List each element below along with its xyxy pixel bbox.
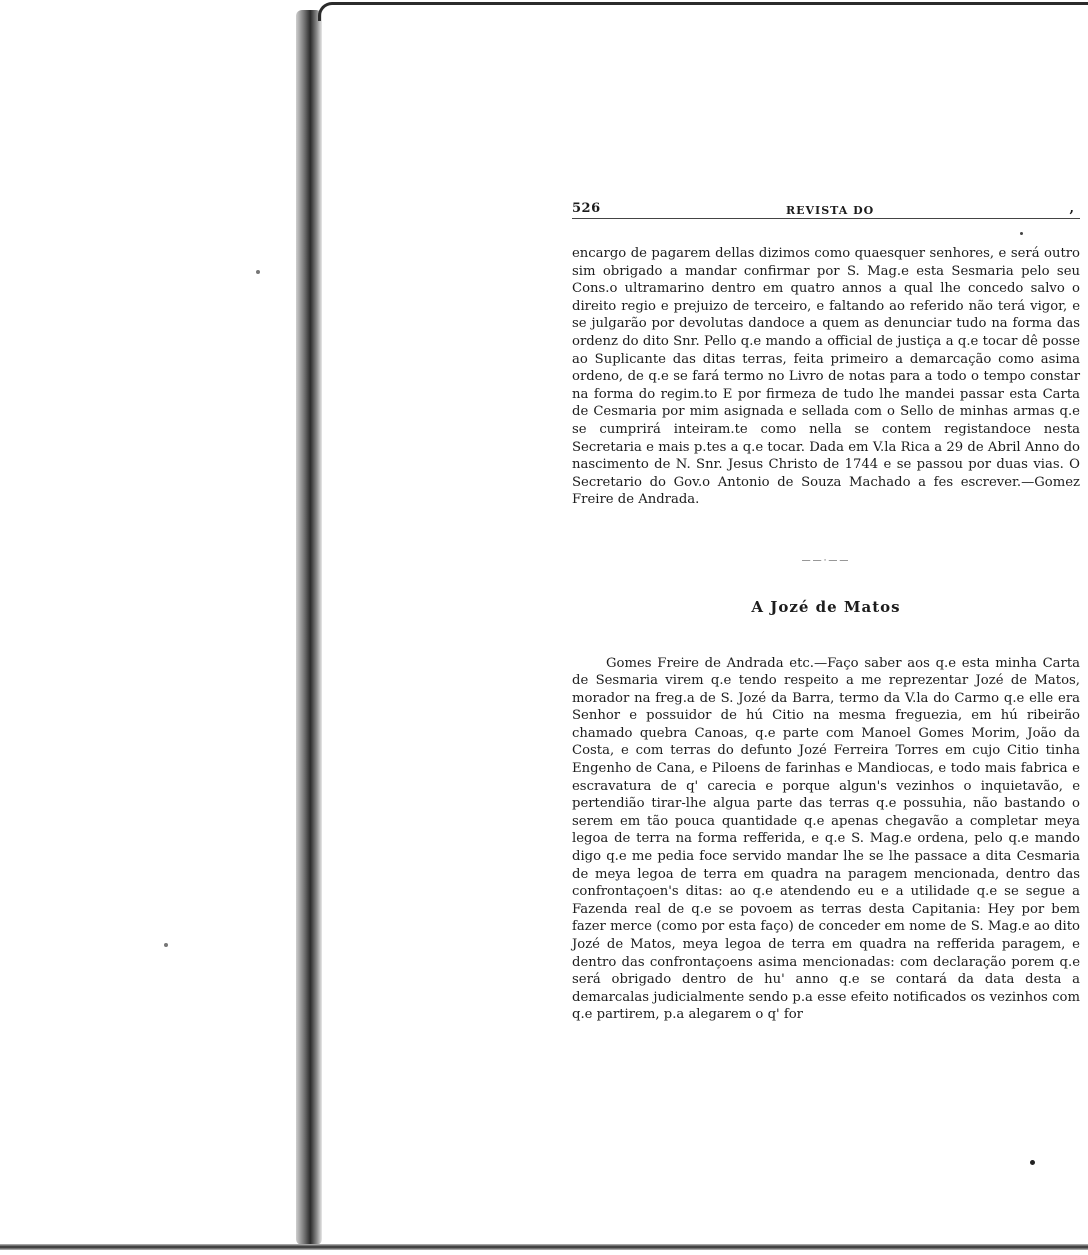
continued-text: encargo de pagarem dellas dizimos como quaesquer senhores, e será outro sim obrigado a mandar confirmar por S. Mag.e esta Sesmaria pelo seu Cons.o ultramarino dentro em quatro annos a qual lhe concedo salvo o direito regio e prejuizo de terceiro, e faltando ao referido não terá vigor, e se julgarão por devolutas dandoce a quem as denunciar tudo na forma das ordenz do dito Snr. Pello q.e mando a official de justiça a q.e tocar dê posse ao Suplicante das ditas terras, feita primeiro a demarcação como asima ordeno, de q.e se fará termo no Livro de notas para a todo o tempo constar na forma do regim.to E por firmeza de tudo lhe mandei passar esta Carta de Cesmaria por mim asignada e sellada com o Sello de minhas armas q.e se cumprirá inteiram.te como nella se contem registandoce nesta Secretaria e mais p.tes a q.e tocar. Dada em V.la Rica a 29 de Abril Anno do nascimento de N. Snr. Jesus Christo de 1744 e se passou por duas vias. O Secretario do Gov.o Antonio de Souza Machado a fes escrever.—Gomez Freire de Andrada. (572, 246, 1080, 508)
blank-left-page (0, 0, 300, 1255)
continued-paragraph (572, 245, 1080, 509)
scan-speck (256, 270, 260, 274)
header-mark: , (1069, 201, 1074, 216)
page-top-edge (318, 2, 1088, 21)
page-number: 526 (572, 201, 601, 216)
scan-speck (164, 943, 168, 947)
section-divider-ornament: ——·—— (801, 555, 851, 566)
page-header (572, 198, 1080, 219)
book-spine-shadow (296, 10, 322, 1245)
running-title: REVISTA DO (786, 204, 875, 217)
book-page (572, 198, 1080, 1024)
page-bottom-edge (0, 1244, 1088, 1250)
section-paragraph (572, 655, 1080, 1024)
section-title: A Jozé de Matos (751, 597, 901, 616)
section-text: Gomes Freire de Andrada etc.—Faço saber aos q.e esta minha Carta de Sesmaria virem q.e tendo respeito a me reprezentar Jozé de Matos, morador na freg.a de S. Jozé da Barra, termo da V.la do Carmo q.e elle era Senhor e possuidor de hú Citio na mesma freguezia, em hú ribeirão chamado quebra Canoas, q.e parte com Manoel Gomes Morim, João da Costa, e com terras do defunto Jozé Ferreira Torres em cujo Citio tinha Engenho de Cana, e Piloens de farinhas e Mandiocas, e todo mais fabrica e escravatura de q' carecia e porque algun's vezinhos o inquietavão, e pertendião tirar-lhe algua parte das terras q.e possuhia, não bastando o serem em tão pouca quantidade q.e apenas chegavão a completar meya legoa de terra na forma refferida, e q.e S. Mag.e ordena, pelo q.e mando digo q.e me pedia foce servido mandar lhe se lhe passace a dita Cesmaria de meya legoa de terra em quadra na paragem mencionada, dentro das confrontaçoen's ditas: ao q.e atendendo eu e a utilidade q.e se segue a Fazenda real de q.e se povoem as terras desta Capitania: Hey por bem fazer merce (como por esta faço) de conceder em nome de S. Mag.e ao dito Jozé de Matos, meya legoa de terra em quadra na refferida paragem, e dentro das confrontaçoens asima mencionadas: com declaração porem q.e será obrigado dentro de hu' anno q.e se contará da data desta a demarcalas judicialmente sendo p.a esse efeito notificados os vezinhos com q.e partirem, p.a alegarem o q' for (572, 655, 1080, 1023)
scan-speck (1030, 1160, 1035, 1165)
